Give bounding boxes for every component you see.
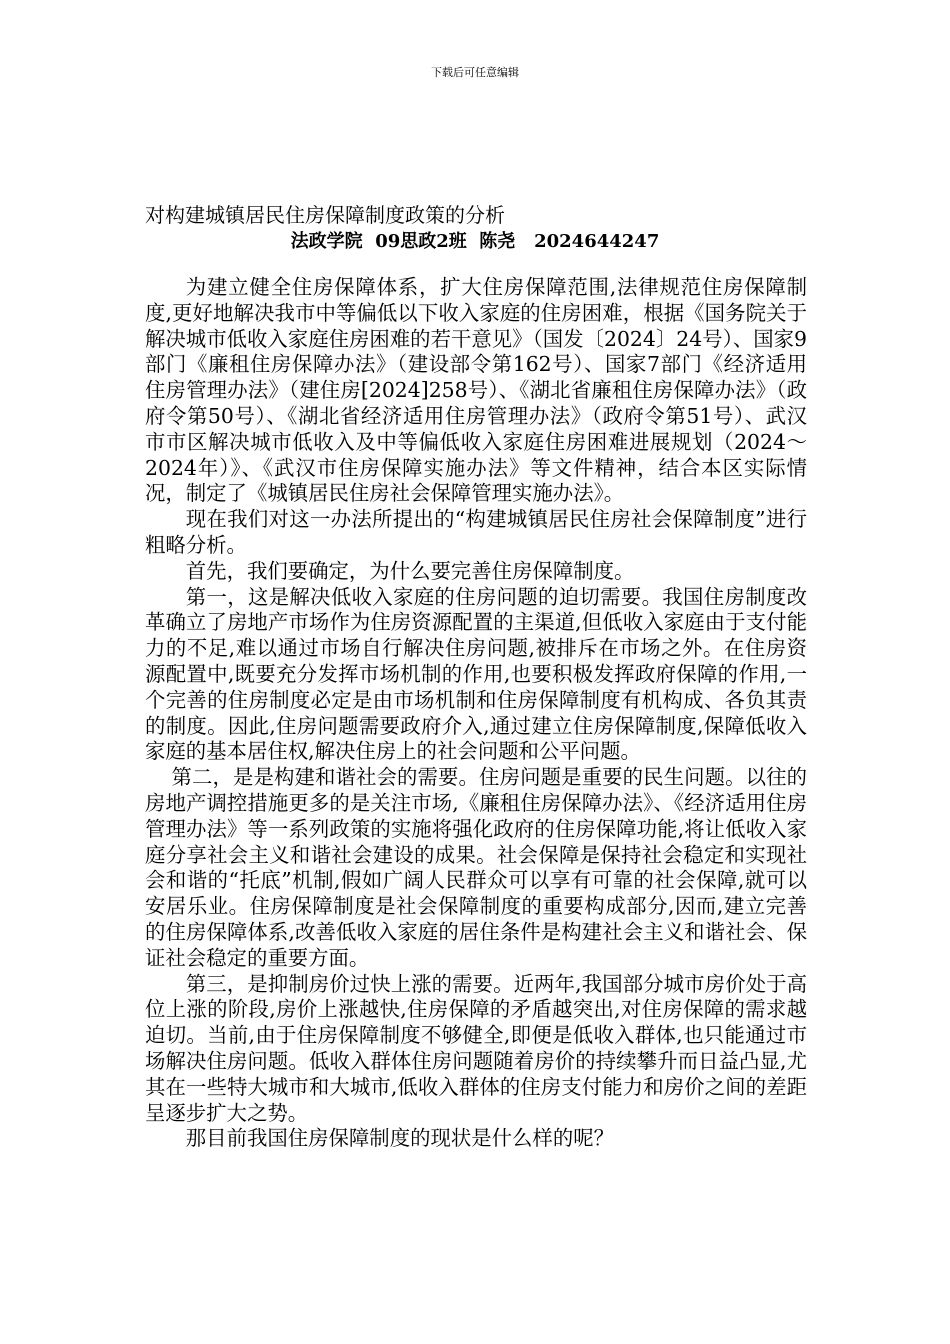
document-body bbox=[145, 275, 807, 1152]
document-title: 对构建城镇居民住房保障制度政策的分析 bbox=[145, 203, 505, 227]
paragraph-intro: 为建立健全住房保障体系，扩大住房保障范围,法律规范住房保障制度,更好地解决我市中等偏低以下收入家庭的住房困难，根据《国务院关于解决城市低收入家庭住房困难的若干意见》（国发〔2024〕24号）、国家9部门《廉租住房保障办法》（建设部令第162号）、国家7部门《经济适用住房管理办法》（建住房[2024]258号）、《湖北省廉租住房保障办法》（政府令第50号）、《湖北省经济适用住房管理办法》（政府令第51号）、武汉市市区解决城市低收入及中等偏低收入家庭住房困难进展规划（2024～2024年）》、《武汉市住房保障实施办法》等文件精神，结合本区实际情况，制定了《城镇居民住房社会保障管理实施办法》。 bbox=[145, 275, 807, 506]
paragraph-closing-question: 那目前我国住房保障制度的现状是什么样的呢？ bbox=[185, 1126, 614, 1151]
author-byline: 法政学院 09思政2班 陈尧 2024644247 bbox=[290, 231, 660, 252]
paragraph-analysis-intro: 现在我们对这一办法所提出的“构建城镇居民住房社会保障制度”进行粗略分析。 bbox=[145, 507, 807, 557]
page-header-note: 下载后可任意编辑 bbox=[431, 66, 519, 79]
paragraph-second-reason: 第二，是是构建和谐社会的需要。住房问题是重要的民生问题。以往的房地产调控措施更多的是关注市场,《廉租住房保障办法》、《经济适用住房管理办法》等一系列政策的实施将强化政府的住房保障功能,将让低收入家庭分享社会主义和谐社会建设的成果。社会保障是保持社会稳定和实现社会和谐的“托底”机制,假如广阔人民群众可以享有可靠的社会保障,就可以安居乐业。住房保障制度是社会保障制度的重要构成部分,因而,建立完善的住房保障体系,改善低收入家庭的居住条件是构建社会主义和谐社会、保证社会稳定的重要方面。 bbox=[145, 765, 807, 970]
paragraph-first-reason: 第一，这是解决低收入家庭的住房问题的迫切需要。我国住房制度改革确立了房地产市场作为住房资源配置的主渠道,但低收入家庭由于支付能力的不足,难以通过市场自行解决住房问题,被排斥在市场之外。在住房资源配置中,既要充分发挥市场机制的作用,也要积极发挥政府保障的作用,一个完善的住房制度必定是由市场机制和住房保障制度有机构成、各负其责的制度。因此,住房问题需要政府介入,通过建立住房保障制度,保障低收入家庭的基本居住权,解决住房上的社会问题和公平问题。 bbox=[145, 584, 807, 764]
paragraph-third-reason: 第三，是抑制房价过快上涨的需要。近两年,我国部分城市房价处于高位上涨的阶段,房价上涨越快,住房保障的矛盾越突出,对住房保障的需求越迫切。当前,由于住房保障制度不够健全,即便是低收入群体,也只能通过市场解决住房问题。低收入群体住房问题随着房价的持续攀升而日益凸显,尤其在一些特大城市和大城市,低收入群体的住房支付能力和房价之间的差距呈逐步扩大之势。 bbox=[145, 971, 807, 1125]
paragraph-question: 首先，我们要确定，为什么要完善住房保障制度。 bbox=[185, 558, 635, 583]
